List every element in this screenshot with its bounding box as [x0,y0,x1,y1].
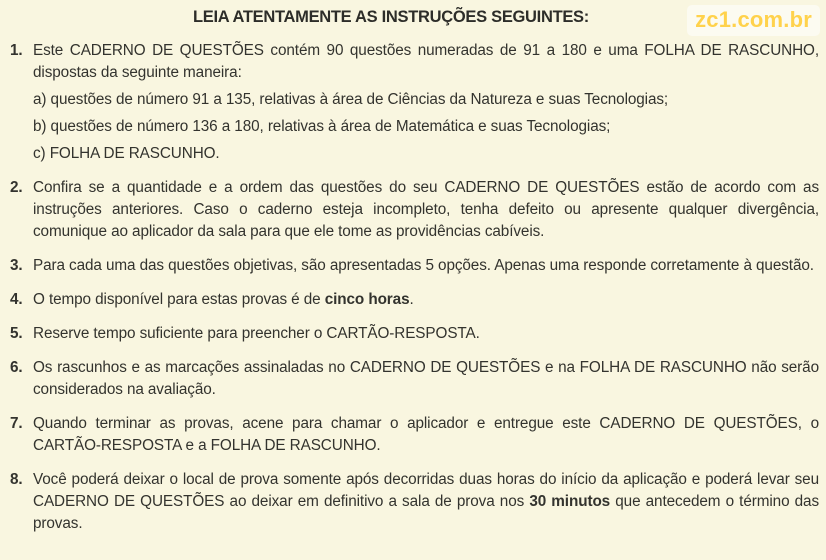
instruction-number: 2. [10,179,23,196]
instructions-list [10,40,820,535]
instruction-text [33,40,820,165]
instruction-item [10,413,820,457]
instruction-paragraph: Confira se a quantidade e a ordem das questões do seu CADERNO DE QUESTÕES estão de acordo com as instruções anteriores. Caso o caderno esteja incompleto, tenha defeito ou apresente qualquer divergência, comunique ao aplicador da sala para que ele tome as providências cabíveis. [33,179,819,240]
instruction-item [10,323,820,345]
instruction-number: 5. [10,325,23,342]
instruction-paragraph: Reserve tempo suficiente para preencher o CARTÃO-RESPOSTA. [33,325,480,342]
instruction-text [33,323,820,345]
instruction-item [10,40,820,165]
instruction-number: 8. [10,471,23,488]
instruction-item [10,469,820,535]
instruction-paragraph: b) questões de número 136 a 180, relativas à área de Matemática e suas Tecnologias; [33,118,611,135]
instruction-item [10,289,820,311]
instruction-paragraph: Quando terminar as provas, acene para chamar o aplicador e entregue este CADERNO DE QUESTÕES, o CARTÃO-RESPOSTA e a FOLHA DE RASCUNHO. [33,415,819,454]
instruction-paragraph: c) FOLHA DE RASCUNHO. [33,145,220,162]
instruction-number: 6. [10,359,23,376]
instruction-text [33,289,820,311]
instruction-number: 3. [10,257,23,274]
instruction-item [10,255,820,277]
instruction-paragraph: Você poderá deixar o local de prova somente após decorridas duas horas do início da aplicação e poderá levar seu CADERNO DE QUESTÕES ao deixar em definitivo a sala de prova nos 30 minutos que antecedem o término das provas. [33,471,819,532]
instruction-text [33,413,820,457]
page-title: LEIA ATENTAMENTE AS INSTRUÇÕES SEGUINTES: [193,8,589,26]
instruction-paragraph: Para cada uma das questões objetivas, são apresentadas 5 opções. Apenas uma responde corretamente à questão. [33,257,814,274]
instruction-paragraph: a) questões de número 91 a 135, relativas à área de Ciências da Natureza e suas Tecnologias; [33,91,669,108]
instruction-paragraph: O tempo disponível para estas provas é de cinco horas. [33,291,414,308]
instruction-text [33,177,820,243]
instruction-text [33,357,820,401]
instruction-item [10,357,820,401]
instruction-text [33,469,820,535]
instruction-paragraph: Os rascunhos e as marcações assinaladas no CADERNO DE QUESTÕES e na FOLHA DE RASCUNHO não serão considerados na avaliação. [33,359,819,398]
watermark-zc1: zc1.com.br [687,5,820,36]
instruction-number: 7. [10,415,23,432]
instruction-item [10,177,820,243]
instruction-text [33,255,820,277]
instruction-number: 4. [10,291,23,308]
instruction-number: 1. [10,42,23,59]
instruction-paragraph: Este CADERNO DE QUESTÕES contém 90 questões numeradas de 91 a 180 e uma FOLHA DE RASCUNHO, dispostas da seguinte maneira: [33,42,819,81]
page-header [10,7,820,32]
